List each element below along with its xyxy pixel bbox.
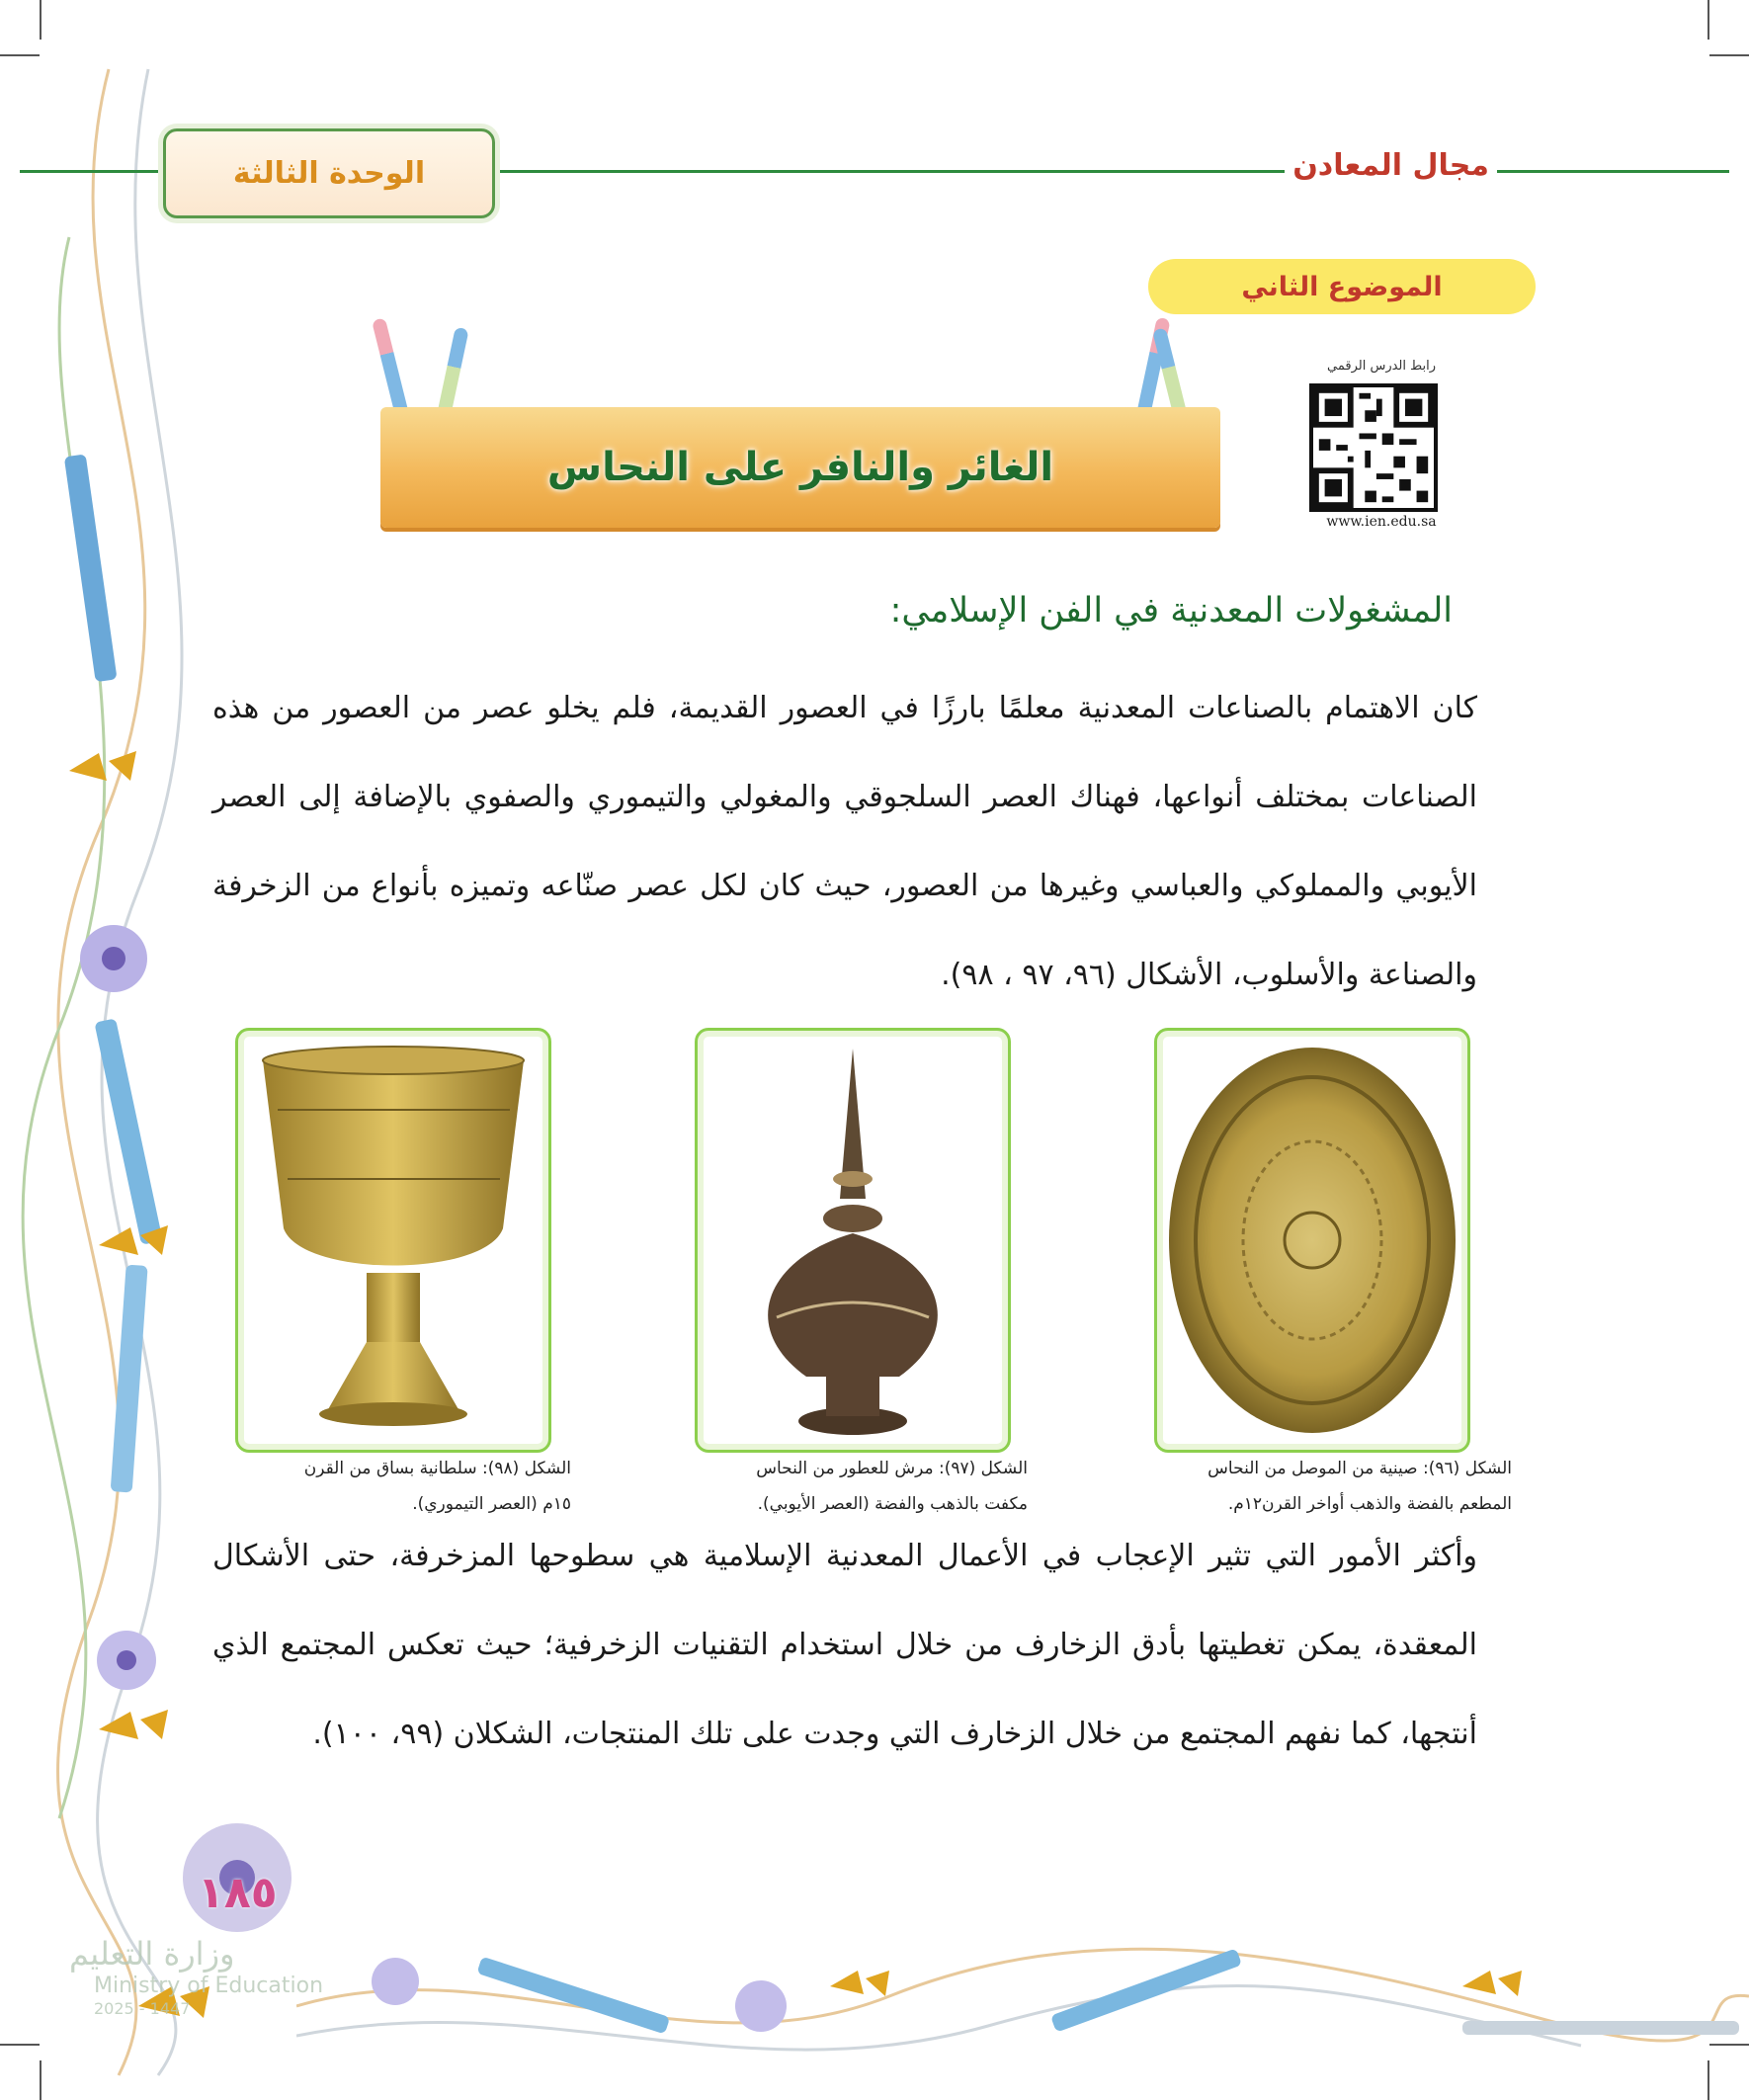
caption-line: الشكل (٩٧): مرش للعطور من النحاس <box>756 1459 1028 1478</box>
unit-badge <box>163 128 495 218</box>
qr-caption: رابط الدرس الرقمي <box>1327 359 1436 374</box>
figure-97-frame <box>695 1028 1011 1453</box>
figure-97-sprinkler-image <box>698 1031 1008 1450</box>
caption-line: المطعم بالفضة والذهب أواخر القرن١٢م. <box>1227 1494 1512 1514</box>
ministry-watermark-arabic: وزارة التعليم <box>69 1935 235 1973</box>
caption-line: الشكل (٩٦): صينية من الموصل من النحاس <box>1208 1459 1512 1478</box>
decorative-bottom-border <box>296 1927 1749 2100</box>
domain-title: مجال المعادن <box>1285 148 1497 183</box>
crop-mark <box>40 0 42 40</box>
figure-98-bowl-image <box>238 1031 548 1450</box>
crop-mark <box>1709 54 1749 56</box>
qr-code[interactable] <box>1309 383 1438 512</box>
qr-url[interactable]: www.ien.edu.sa <box>1326 514 1437 530</box>
figure-96-frame <box>1154 1028 1470 1453</box>
body-paragraph: وأكثر الأمور التي تثير الإعجاب في الأعمال المعدنية الإسلامية هي سطوحها المزخرفة، حتى الأشكال المعقدة، يمكن تغطيتها بأدق الزخارف من خلال استخدام التقنيات الزخرفية؛ حيث تعكس المجتمع الذي أنتجها، كما نفهم المجتمع من خلال الزخارف التي وجدت على تلك المنتجات، الشكلان (٩٩، ١٠٠). <box>212 1539 1477 1751</box>
pencil-icon <box>476 1948 1739 2035</box>
section-heading: المشغولات المعدنية في الفن الإسلامي: <box>889 591 1453 630</box>
unit-label: الوحدة الثالثة <box>232 156 426 191</box>
caption-line: الشكل (٩٨): سلطانية بساق من القرن <box>303 1459 571 1478</box>
ministry-watermark-english: Ministry of Education <box>94 1974 324 1998</box>
figure-98-frame <box>235 1028 551 1453</box>
figure-96-tray-image <box>1157 1031 1467 1450</box>
topic-label: الموضوع الثاني <box>1241 271 1443 302</box>
caption-line: ١٥م (العصر التيموري). <box>412 1494 571 1514</box>
lesson-title: الغائر والنافر على النحاس <box>546 445 1054 490</box>
crop-mark <box>1707 0 1709 40</box>
caption-line: مكفت بالذهب والفضة (العصر الأيوبي). <box>757 1494 1028 1514</box>
ministry-watermark-year: 2025 - 1447 <box>94 1999 191 2018</box>
page-number: ١٨٥ <box>198 1868 278 1918</box>
lesson-title-banner <box>380 407 1220 528</box>
body-paragraph: كان الاهتمام بالصناعات المعدنية معلمًا بارزًا في العصور القديمة، فلم يخلو عصر من العصور من هذه الصناعات بمختلف أنواعها، فهناك العصر السلجوقي والمغولي والتيموري والصفوي بالإضافة إلى العصر الأيوبي والمملوكي والعباسي وغيرها من العصور، حيث كان لكل عصر صنّاعه وتميزه بأنواع من الزخرفة والصناعة والأسلوب، الأشكال (٩٦، ٩٧ ، ٩٨). <box>212 691 1477 992</box>
topic-label-pill <box>1148 259 1536 314</box>
